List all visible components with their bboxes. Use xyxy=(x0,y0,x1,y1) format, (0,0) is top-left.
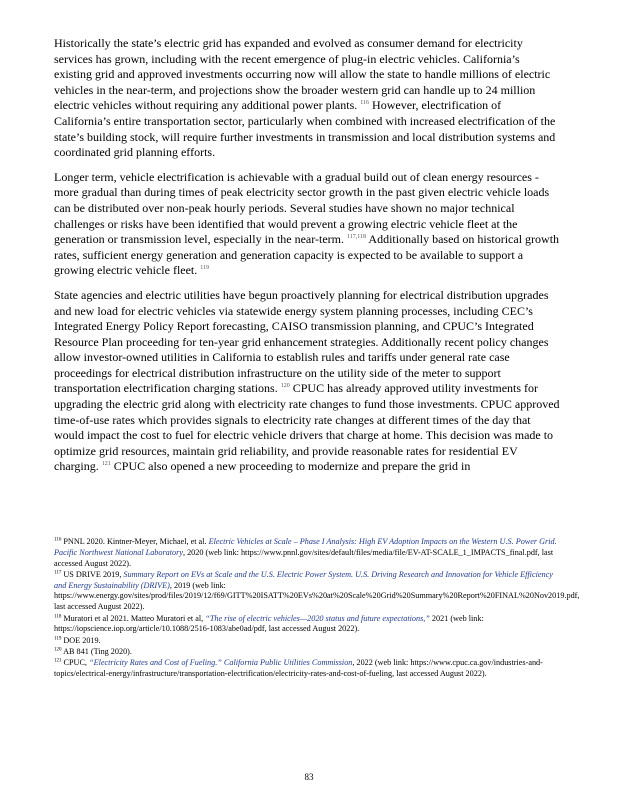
footnote-link[interactable]: “The rise of electric vehicles—2020 status and future expectations,” xyxy=(205,613,430,623)
paragraph-text: State agencies and electric utilities have begun proactively planning for electrical distribution upgrades and new load for electric vehicles via statewide energy system planning processes, including CEC’s Integrated Energy Policy Report forecasting, CAISO transmission planning, and CPUC’s Integrated Resource Plan proceeding for ten-year grid enhancement strategies. Additionally recent policy changes allow investor-owned utilities in California to establish rules and tariffs under general rate case proceedings for electrical distribution infrastructure on the utility side of the meter to support transportation electrification charging stations. xyxy=(54,287,549,396)
footnote-number: 117 xyxy=(54,570,62,576)
page-number: 83 xyxy=(304,772,314,782)
footnote-text: , 2022 (web link: https://www.cpuc.ca.gov/industries-and-topics/electrical-energy/infrastructure/transportation-electrification/electricity-rates-and-cost-of-fueling, last accessed August 2022). xyxy=(54,658,543,679)
footnote-text: DOE 2019. xyxy=(63,635,101,645)
footnote xyxy=(54,569,580,613)
footnote-number: 119 xyxy=(54,635,62,641)
paragraph-long-term xyxy=(54,170,560,279)
footnote-text: 2021 (web link: https://iopscience.iop.org/article/10.1088/2516-1083/abe0ad/pdf, last accessed August 2022). xyxy=(54,613,484,634)
footnote-text: CPUC, xyxy=(63,658,87,668)
footnote-link[interactable]: Electric Vehicles at Scale – Phase I Analysis: High EV Adoption Impacts on the Western U.S. Power Grid. Pacific Northwest National Laboratory xyxy=(54,537,557,557)
footnote-ref[interactable]: 119 xyxy=(200,265,210,272)
footnote-ref[interactable]: 117,118 xyxy=(347,234,367,241)
paragraph-text: CPUC also opened a new proceeding to modernize and prepare the grid in xyxy=(113,459,471,474)
footnote xyxy=(54,647,560,658)
paragraph-text: Longer term, vehicle electrification is achievable with a gradual build out of clean energy resources - more gradual than during times of peak electricity sector growth in the past given electric vehicle loads can be distributed over non-peak hourly periods. Several studies have shown no major technical challenges or risks have been identified that would prevent a growing electric vehicle fleet at the generation or transmission level, especially in the near-term. xyxy=(54,169,550,247)
footnote-text: US DRIVE 2019, xyxy=(63,569,122,579)
footnote xyxy=(54,658,560,680)
footnote-text: Muratori et al 2021. Matteo Muratori et al, xyxy=(63,613,204,623)
footnote-number: 120 xyxy=(54,647,62,653)
paragraph-state-agencies xyxy=(54,288,560,475)
footnote-ref[interactable]: 121 xyxy=(101,461,111,468)
footnote xyxy=(54,537,560,569)
footnote-text: , 2020 (web link: https://www.pnnl.gov/sites/default/files/media/file/EV-AT-SCALE_1_IMPACTS_final.pdf, last accessed August 2022). xyxy=(54,547,554,568)
paragraph-text: However, electrification of California’s entire transportation sector, particularly when combined with increased electrification of the state’s building stock, will require further investments in transmission and local distribution systems and coordinated grid planning efforts. xyxy=(54,98,556,160)
footnote-text: , 2019 (web link: https://www.energy.gov/sites/prod/files/2019/12/f69/GITT%20ISATT%20EVs%20at%20Scale%20Grid%20Summary%20Report%20FINAL%20Nov2019.pdf, last accessed August 2022). xyxy=(54,580,580,612)
footnote-ref[interactable]: 120 xyxy=(280,383,290,390)
footnote-text: AB 841 (Ting 2020). xyxy=(63,646,132,656)
footnote-text: PNNL 2020. Kintner-Meyer, Michael, et al. xyxy=(63,537,207,546)
footnote-link[interactable]: Summary Report on EVs at Scale and the U.S. Electric Power System. U.S. Driving Research and Innovation for Vehicle Efficiency and Energy Sustainability (DRIVE) xyxy=(54,569,553,590)
footnote-number: 121 xyxy=(54,658,62,664)
footnote-ref[interactable]: 116 xyxy=(360,100,370,107)
footnote-number: 118 xyxy=(54,613,62,619)
footnote xyxy=(54,636,560,647)
paragraph-grid-history xyxy=(54,36,560,161)
footnote-link[interactable]: “Electricity Rates and Cost of Fueling.” California Public Utilities Commission xyxy=(89,658,353,668)
footnotes xyxy=(54,537,580,680)
paragraph-text: CPUC has already approved utility investments for upgrading the electric grid along with electricity rate changes to fund those investments. CPUC approved time-of-use rates which provides signals to electricity rate changes at different times of the day that would impact the cost to fuel for electric vehicle drivers that charge at home. This decision was made to optimize grid resources, maintain grid reliability, and provide reasonable rates for residential EV charging. xyxy=(54,381,560,474)
footnote xyxy=(54,614,560,636)
paragraph-text: Additionally based on historical growth rates, sufficient energy generation and generation capacity is expected to be available to support a growing electric vehicle fleet. xyxy=(54,232,560,278)
paragraph-text: Historically the state’s electric grid has expanded and evolved as consumer demand for electricity services has grown, including with the recent emergence of plug-in electric vehicles. California’s existing grid and approved investments occurring now will allow the state to handle millions of electric vehicles in the near-term, and projections show the broader western grid can handle up to 24 million electric vehicles without requiring any additional power plants. xyxy=(54,36,551,113)
body-text xyxy=(54,36,560,484)
footnote-number: 116 xyxy=(54,537,62,543)
